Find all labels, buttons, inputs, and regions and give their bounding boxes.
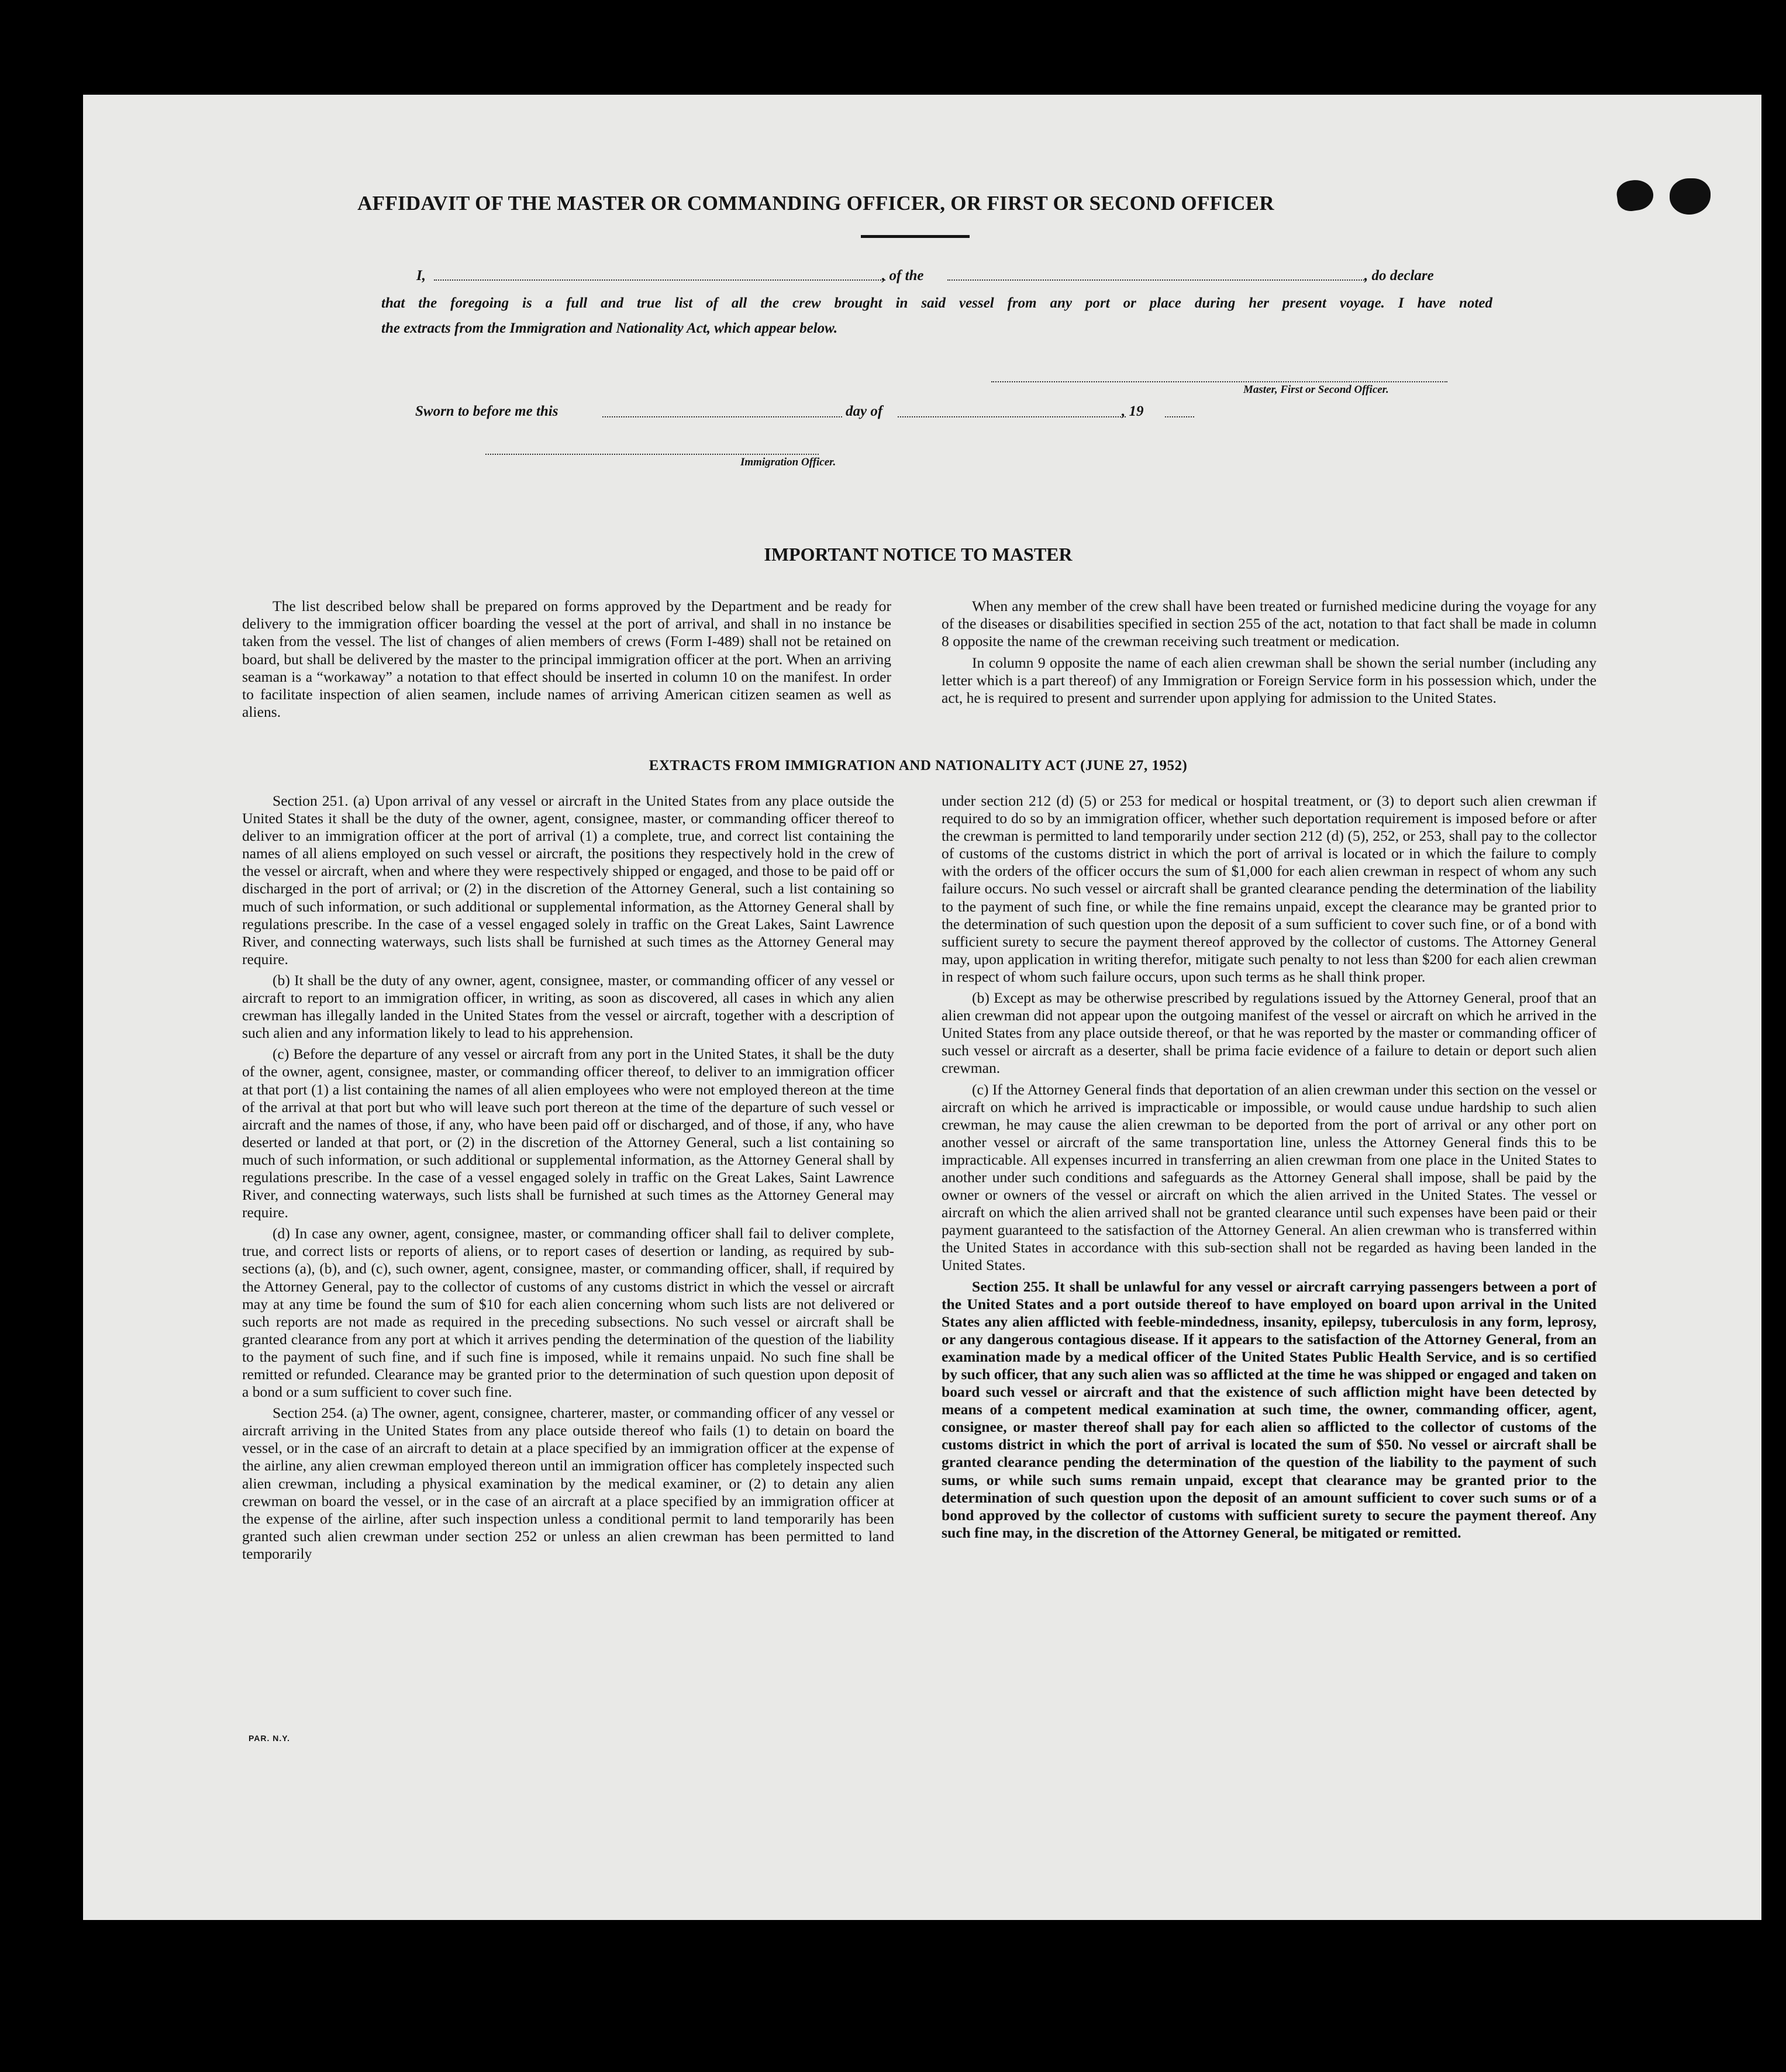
sworn-day-blank[interactable]	[602, 416, 842, 417]
statute-paragraph: (b) It shall be the duty of any owner, agent, consignee, master, or commanding officer of any vessel or aircraft to report to an immigration officer, in writing, as soon as discovered, all cases in which any alien crewman has illegally landed in the United States from the vessel or aircraft, together with a description of such alien and any information likely to lead to his apprehension.	[242, 971, 894, 1042]
printer-code: PAR. N.Y.	[249, 1733, 290, 1743]
declaration-line-2: that the foregoing is a full and true list of all the crew brought in said vessel from any port or place during her present voyage. I have noted	[381, 295, 1492, 311]
statute-paragraph: Section 255. It shall be unlawful for any vessel or aircraft carrying passengers between a port of the United States and a port outside thereof to have employed on board upon arrival in the United States any alien afflicted with feeble-mindedness, insanity, epilepsy, tuberculosis in any form, leprosy, or any dangerous contagious disease. If it appears to the satisfaction of the Attorney General, from an examination made by a medical officer of the United States Public Health Service, and is so certified by such officer, that any such alien was so afflicted at the time he was shipped or engaged and taken on board such vessel or aircraft and that the existence of such affliction might have been detected by means of a competent medical examination at such time, the owner, commanding officer, agent, consignee, or master thereof shall pay for each alien so afflicted to the collector of customs of the customs district in which the port of arrival is located the sum of $50. No vessel or aircraft shall be granted clearance pending the determination of the question of the liability to the payment of such sums, or while such sums remain unpaid, except that clearance may be granted prior to the determination of such question upon the deposit of an amount sufficient to cover such sums or of a bond approved by the collector of customs with sufficient surety to secure the payment thereof. Any such fine may, in the discretion of the Attorney General, be mitigated or remitted.	[942, 1277, 1597, 1541]
extracts-title: EXTRACTS FROM IMMIGRATION AND NATIONALITY ACT (JUNE 27, 1952)	[649, 758, 1188, 773]
vessel-blank[interactable]	[947, 279, 1366, 281]
year-label: , 19	[1122, 403, 1144, 419]
statute-paragraph: under section 212 (d) (5) or 253 for medical or hospital treatment, or (3) to deport such alien crewman if required to do so by an immigration officer, whether such deportation requirement is imposed before or after the crewman is permitted to land temporarily under section 212 (d) (5), 252, or 253, shall pay to the collector of customs of the customs district in which the port of arrival is located or in which the failure to comply with the orders of the officer occurs the sum of $1,000 for each alien crewman in respect of whom any such failure occurs. No such vessel or aircraft shall be granted clearance pending the determination of the liability to the payment of such fine, or while the fine remains unpaid, except the clearance may be granted prior to the determination of such question upon the deposit of a sum sufficient to cover such fine, or of a bond with sufficient surety to secure the payment thereof approved by the collector of customs. The Attorney General may, upon application in writing therefor, mitigate such penalty to not less than $200 for each alien crewman in respect of whom such failure occurs, upon such terms as he shall think proper.	[942, 792, 1597, 985]
statute-paragraph: (c) Before the departure of any vessel or aircraft from any port in the United States, it shall be the duty of the owner, agent, consignee, master, or commanding officer thereof, to deliver to an immigration officer at that port (1) a list containing the names of all alien employees who were not employed thereon at the time of the arrival at that port but who will leave such port thereon at the time of the departure of such vessel or aircraft and the names of those, if any, who have been paid off or discharged, and of those, if any, who have deserted or landed at that port, or (2) in the discretion of the Attorney General, such a list containing so much of such information, or such additional or supplemental information, as the Attorney General shall by regulations prescribe. In the case of a vessel engaged solely in traffic on the Great Lakes, Saint Lawrence River, and connecting waterways, such lists shall be furnished at such times as the Attorney General may require.	[242, 1045, 894, 1221]
notice-right-column	[942, 598, 1597, 710]
officer-signature-line[interactable]	[485, 454, 819, 455]
master-signature-caption: Master, First or Second Officer.	[1243, 384, 1389, 396]
statute-paragraph: Section 251. (a) Upon arrival of any vessel or aircraft in the United States from any place outside the United States it shall be the duty of the owner, agent, consignee, master, or commanding officer thereof to deliver to an immigration officer at the port of arrival (1) a complete, true, and correct list containing the names of all aliens employed on such vessel or aircraft, the positions they respectively hold in the crew of the vessel or aircraft, when and where they were respectively shipped or engaged, and those to be paid off or discharged in the port of arrival; or (2) in the discretion of the Attorney General, such a list containing so much of such information, or such additional or supplemental information, as the Attorney General shall by regulations prescribe. In the case of a vessel engaged solely in traffic on the Great Lakes, Saint Lawrence River, and connecting waterways, such lists shall be furnished at such times as the Attorney General may require.	[242, 792, 894, 968]
statute-paragraph: (b) Except as may be otherwise prescribed by regulations issued by the Attorney General, proof that an alien crewman did not appear upon the outgoing manifest of the vessel or aircraft on which he arrived in the United States from any place outside thereof, or that he was reported by the master or commanding officer of such vessel or aircraft as a deserter, shall be prima facie evidence of a failure to detain or deport such alien crewman.	[942, 989, 1597, 1077]
statute-paragraph: (d) In case any owner, agent, consignee, master, or commanding officer shall fail to deliver complete, true, and correct lists or reports of aliens, or to report cases of desertion or landing, as required by sub-sections (a), (b), and (c), such owner, agent, consignee, master, or commanding officer, shall, if required by the Attorney General, pay to the collector of customs of any customs district in which the vessel or aircraft may at any time be found the sum of $10 for each alien concerning whom such lists are not delivered or such reports are not made as required in the preceding subsections. No such vessel or aircraft shall be granted clearance from any port at which it arrives pending the determination of the question of the liability to the payment of such fine, and if such fine is imposed, while it remains unpaid. No such fine shall be remitted or refunded. Clearance may be granted prior to the determination of such question upon deposit of a bond or a sum sufficient to cover such fine.	[242, 1225, 894, 1401]
notice-paragraph: In column 9 opposite the name of each alien crewman shall be shown the serial number (including any letter which is a part thereof) of any Immigration or Foreign Service form in his possession which, under the act, he is required to present and surrender upon applying for admission to the United States.	[942, 654, 1597, 707]
title-rule	[861, 235, 970, 238]
extracts-right-column	[942, 792, 1597, 1545]
day-of-label: day of	[846, 403, 883, 419]
statute-paragraph: Section 254. (a) The owner, agent, consignee, charterer, master, or commanding officer of any vessel or aircraft arriving in the United States from any place outside thereof who fails (1) to detain on board the vessel, or in the case of an aircraft to detain at a place specified by an immigration officer at the expense of the airline, any alien crewman employed thereon until an immigration officer has completely inspected such alien crewman, including a physical examination by the medical examiner, or (2) to detain any alien crewman on board the vessel, or in the case of an aircraft at a place specified by an immigration officer at the expense of the airline, after such inspection unless a conditional permit to land temporarily has been granted such alien crewman under section 252 or unless an alien crewman has been permitted to land temporarily	[242, 1404, 894, 1562]
sworn-month-blank[interactable]	[898, 416, 1126, 417]
officer-signature-caption: Immigration Officer.	[740, 456, 836, 468]
master-signature-line[interactable]	[991, 381, 1447, 382]
name-blank[interactable]	[434, 279, 885, 281]
declaration-line-3: the extracts from the Immigration and Nationality Act, which appear below.	[381, 320, 838, 336]
declaration-do-declare: , do declare	[1364, 268, 1434, 284]
affidavit-title: AFFIDAVIT OF THE MASTER OR COMMANDING OFFICER, OR FIRST OR SECOND OFFICER	[357, 192, 1274, 215]
sworn-year-blank[interactable]	[1165, 416, 1194, 417]
notice-title: IMPORTANT NOTICE TO MASTER	[764, 544, 1073, 565]
statute-paragraph: (c) If the Attorney General finds that deportation of an alien crewman under this section on the vessel or aircraft on which he arrived is impracticable or impossible, or would cause undue hardship to such alien crewman, he may cause the alien crewman to be deported from the port of arrival or any other port on another vessel or aircraft of the same transportation line, unless the Attorney General finds this to be impracticable. All expenses incurred in transferring an alien crewman from one place in the United States to another under such conditions and safeguards as the Attorney General shall impose, shall be paid by the owner or owners of the vessel or aircraft on which the alien arrived in the United States. The vessel or aircraft on which the alien arrived shall not be granted clearance until such expenses have been paid or their payment guaranteed to the satisfaction of the Attorney General. An alien crewman who is transferred within the United States in accordance with this sub-section shall not be regarded as having been landed in the United States.	[942, 1080, 1597, 1274]
notice-left-column	[242, 598, 891, 724]
notice-paragraph: When any member of the crew shall have been treated or furnished medicine during the voyage for any of the diseases or disabilities specified in section 255 of the act, notation to that fact shall be made in column 8 opposite the name of the crewman receiving such treatment or medication.	[942, 598, 1597, 650]
declaration-of-the: , of the	[882, 268, 924, 284]
declaration-i: I,	[416, 268, 426, 284]
extracts-left-column	[242, 792, 894, 1566]
sworn-label: Sworn to before me this	[415, 403, 558, 419]
notice-paragraph: The list described below shall be prepared on forms approved by the Department and be ready for delivery to the immigration officer boarding the vessel at the port of arrival, and shall in no instance be taken from the vessel. The list of changes of alien members of crews (Form I-489) shall not be retained on board, but shall be delivered by the master to the principal immigration officer at the port. When an arriving seaman is a “workaway” a notation to that effect should be inserted in column 10 on the manifest. In order to facilitate inspection of alien seamen, include names of arriving American citizen seamen as well as aliens.	[242, 598, 891, 721]
